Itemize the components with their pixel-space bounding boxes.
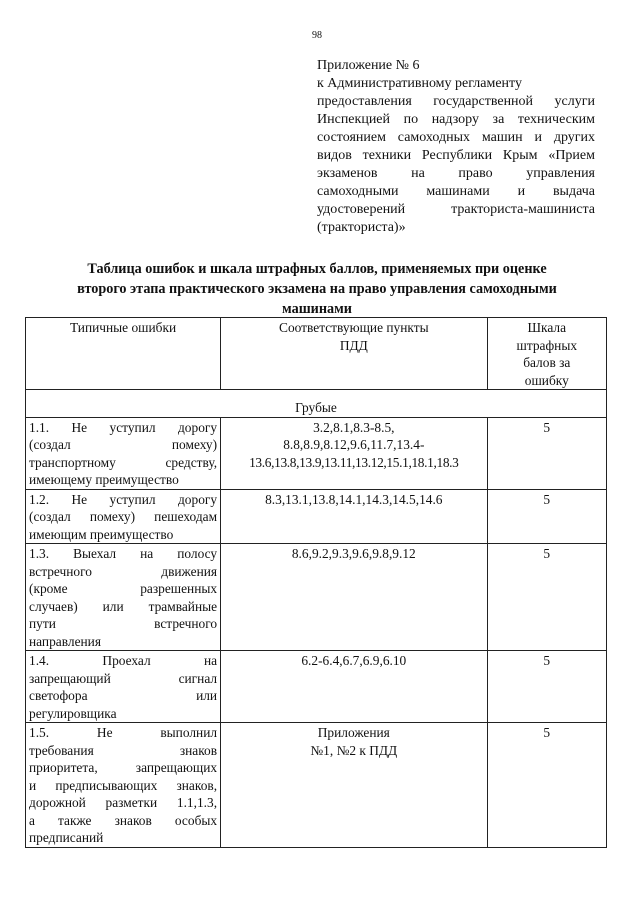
error-line: (кроме разрешенных xyxy=(29,581,218,596)
header-points-line: балов за xyxy=(523,355,571,370)
error-line: направления xyxy=(29,633,102,649)
pdd-line: 6.2-6.4,6.7,6.9,6.10 xyxy=(301,653,407,668)
appendix-line: удостоверений тракториста-машиниста xyxy=(317,202,595,217)
error-line: пути встречного xyxy=(29,616,218,631)
header-points xyxy=(487,318,606,390)
appendix-line: экзаменов на право управления xyxy=(317,166,595,181)
pdd-cell xyxy=(221,417,487,489)
header-pdd-line: Соответствующие пункты xyxy=(279,320,429,335)
error-line: 1.4. Проехал на xyxy=(29,653,218,668)
section-label: Грубые xyxy=(26,398,607,417)
table-row xyxy=(26,651,607,723)
error-line: дорожной разметки 1.1,1.3, xyxy=(29,795,218,810)
appendix-header xyxy=(317,57,595,237)
header-errors xyxy=(26,318,221,390)
error-line: (создал помеху) xyxy=(29,437,218,452)
pdd-cell xyxy=(221,651,487,723)
pdd-line: 8.8,8.9,8.12,9.6,11.7,13.4- xyxy=(283,437,425,452)
error-cell xyxy=(26,723,221,848)
error-line: встречного движения xyxy=(29,563,218,579)
points-cell: 5 xyxy=(487,544,606,651)
table-row xyxy=(26,489,607,544)
pdd-line: 13.6,13.8,13.9,13.11,13.12,15.1,18.1,18.3 xyxy=(249,454,459,470)
error-line: имеющему преимущество xyxy=(29,472,179,487)
appendix-line: самоходными машинами и выдача xyxy=(317,184,595,199)
pdd-line: №1, №2 к ПДД xyxy=(310,742,398,758)
error-line: предписаний xyxy=(29,830,104,845)
header-points-line: штрафных xyxy=(516,337,578,353)
error-line: требования знаков xyxy=(29,742,218,758)
pdd-line: 8.6,9.2,9.3,9.6,9.8,9.12 xyxy=(291,546,416,561)
pdd-cell xyxy=(221,489,487,544)
pdd-cell xyxy=(221,723,487,848)
error-cell xyxy=(26,417,221,489)
appendix-line: (тракториста)» xyxy=(317,220,406,235)
header-points-line: Шкала xyxy=(527,320,567,335)
error-line: приоритета, запрещающих xyxy=(29,760,218,775)
error-line: и предписывающих знаков, xyxy=(29,777,218,793)
points-cell: 5 xyxy=(487,417,606,489)
header-points-line: ошибку xyxy=(524,372,569,388)
table-title-line: машинами xyxy=(282,301,352,317)
error-line: 1.3. Выехал на полосу xyxy=(29,546,218,561)
error-line: случаев) или трамвайные xyxy=(29,598,218,614)
error-cell xyxy=(26,544,221,651)
points-cell: 5 xyxy=(487,651,606,723)
error-line: регулировщика xyxy=(29,705,117,721)
header-pdd xyxy=(221,318,487,390)
header-pdd-line: ПДД xyxy=(339,337,368,353)
table-row xyxy=(26,544,607,651)
error-cell xyxy=(26,651,221,723)
appendix-line: к Административному регламенту xyxy=(317,76,522,91)
errors-table xyxy=(25,317,607,848)
table-row xyxy=(26,417,607,489)
table-title-line: Таблица ошибок и шкала штрафных баллов, применяемых при оценке xyxy=(87,261,547,277)
appendix-line: Инспекцией по надзору за техническим xyxy=(317,112,595,127)
table-title xyxy=(40,259,594,319)
appendix-line: состоянием самоходных машин и других xyxy=(317,130,595,145)
error-line: 1.5. Не выполнил xyxy=(29,725,218,740)
error-line: светофора или xyxy=(29,688,218,703)
section-spacer xyxy=(26,390,607,399)
table-title-line: второго этапа практического экзамена на право управления самоходными xyxy=(77,281,557,297)
error-line: имеющим преимущество xyxy=(29,526,174,542)
pdd-line: 3.2,8.1,8.3-8.5, xyxy=(313,419,395,435)
pdd-line: Приложения xyxy=(317,725,390,740)
error-line: транспортному средству, xyxy=(29,454,218,470)
error-line: запрещающий сигнал xyxy=(29,670,218,686)
error-line: 1.2. Не уступил дорогу xyxy=(29,491,218,507)
table-header-row xyxy=(26,318,607,390)
error-line: а также знаков особых xyxy=(29,812,218,828)
section-row xyxy=(26,390,607,399)
pdd-cell xyxy=(221,544,487,651)
header-errors-label: Типичные ошибки xyxy=(69,320,177,335)
error-cell xyxy=(26,489,221,544)
points-cell: 5 xyxy=(487,723,606,848)
appendix-line: видов техники Республики Крым «Прием xyxy=(317,148,595,163)
table-row xyxy=(26,723,607,848)
pdd-line: 8.3,13.1,13.8,14.1,14.3,14.5,14.6 xyxy=(265,491,443,507)
section-row xyxy=(26,398,607,417)
points-cell: 5 xyxy=(487,489,606,544)
error-line: (создал помеху) пешеходам xyxy=(29,509,218,524)
appendix-title: Приложение № 6 xyxy=(317,58,420,73)
page-number: 98 xyxy=(312,30,322,41)
error-line: 1.1. Не уступил дорогу xyxy=(29,419,218,435)
appendix-line: предоставления государственной услуги xyxy=(317,94,595,109)
